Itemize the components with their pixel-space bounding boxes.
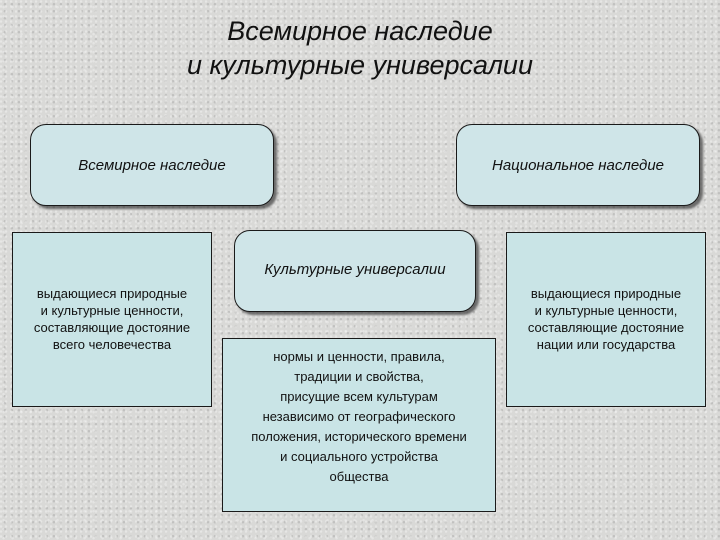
- description-world-heritage: выдающиеся природные и культурные ценности, составляющие достояние всего человечества: [12, 232, 212, 407]
- description-national-heritage: выдающиеся природные и культурные ценности, составляющие достояние нации или государства: [506, 232, 706, 407]
- node-cultural-universals-label: Культурные универсалии: [264, 261, 446, 278]
- node-national-heritage: [456, 124, 700, 206]
- node-cultural-universals: [234, 230, 476, 312]
- node-world-heritage: [30, 124, 274, 206]
- title-line-2: и культурные универсалии: [187, 50, 533, 80]
- diagram-title: [0, 14, 720, 82]
- node-world-heritage-label: Всемирное наследие: [78, 156, 226, 174]
- node-national-heritage-label: Национальное наследие: [491, 156, 665, 174]
- title-line-1: Всемирное наследие: [227, 16, 493, 46]
- description-cultural-universals: нормы и ценности, правила, традиции и свойства, присущие всем культурам независимо от географического положения, исторического времени и социального устройства общества: [222, 338, 496, 512]
